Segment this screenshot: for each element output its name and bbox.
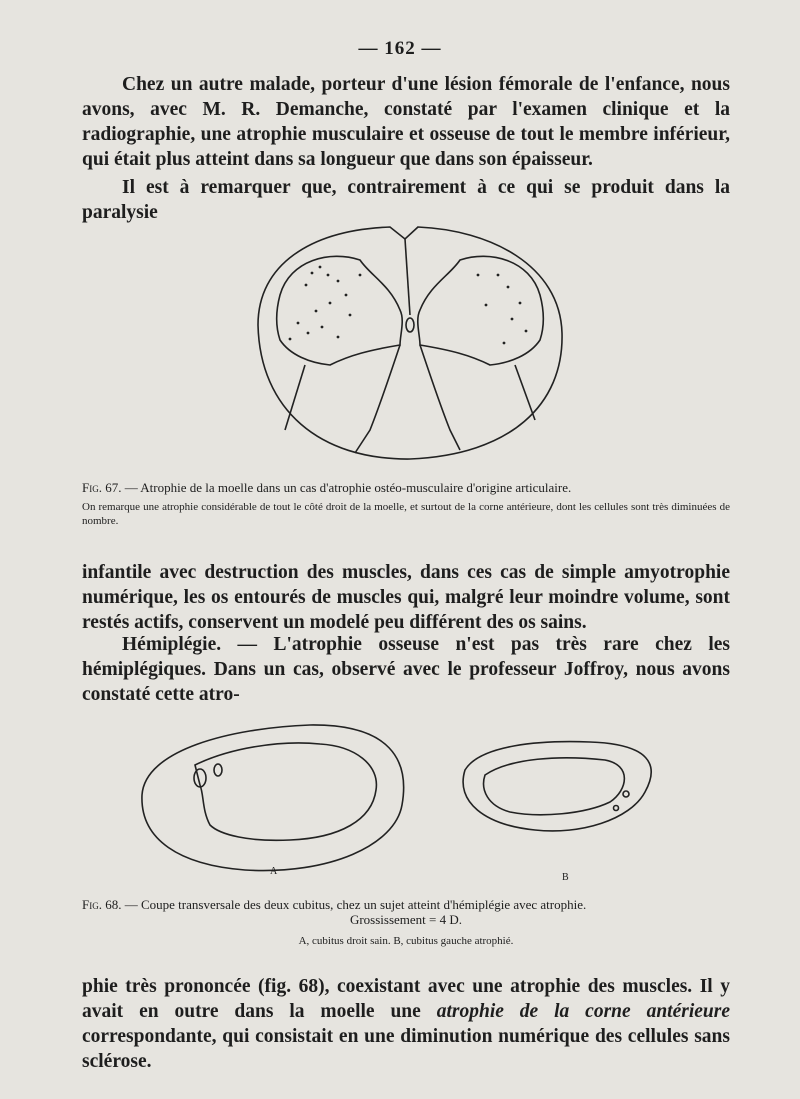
paragraph-5: phie très prononcée (fig. 68), coexistant avec une atrophie des muscles. Il y avait en outre dans la moelle une atrophie de la corne antérieure correspondante, qui consistait en une diminution numérique des cellules sans sclérose. [82, 976, 730, 1072]
figure-68-caption-line2: Grossissement = 4 D. [349, 912, 463, 927]
central-canal [406, 318, 414, 332]
gray-matter-left [277, 256, 403, 365]
fissure-right [420, 345, 460, 450]
paragraph-3: infantile avec destruction des muscles, dans ces cas de simple amyotrophie numérique, les os entourés de muscles qui, malgré leur moindre volume, sont restés actifs, conservent un modelé peu différent des os sains. [82, 562, 730, 633]
italic-phrase: atrophie de la corne antérieure [436, 1001, 730, 1022]
paragraph-2: Il est à remarquer que, contrairement à ce qui se produit dans la paralysie [82, 177, 730, 223]
section-b-inner [484, 758, 625, 815]
posterior-septum [405, 239, 410, 315]
section-a-outer [142, 725, 404, 871]
page-number: — 162 — [358, 38, 442, 59]
paragraph-4: Hémiplégie. — L'atrophie osseuse n'est pas très rare chez les hémiplégiques. Dans un cas, observé avec le professeur Joffroy, nous avons constaté cette atro- [82, 634, 730, 705]
figure-68-cubitus-sections [140, 710, 700, 885]
section-a-inner [195, 743, 376, 840]
root-line-left [285, 365, 305, 430]
figure-67-note: On remarque une atrophie considérable de tout le côté droit de la moelle, et surtout de la corne antérieure, dont les cellules sont très diminuées de nombre. [82, 501, 730, 527]
cord-outline [258, 227, 562, 459]
gray-matter-right [418, 256, 544, 365]
figure-67-caption: Fig. 67. — Atrophie de la moelle dans un cas d'atrophie ostéo-musculaire d'origine articulaire. [82, 480, 572, 495]
figure-68-label-a: A [270, 866, 278, 877]
figure-68-label-b: B [562, 872, 569, 883]
figure-67-spinal-cord [250, 215, 570, 470]
fissure-left [355, 345, 400, 453]
figure-68-note: A, cubitus droit sain. B, cubitus gauche atrophié. [298, 935, 514, 947]
root-line-right [515, 365, 535, 420]
figure-68-caption: Fig. 68. — Coupe transversale des deux cubitus, chez un sujet atteint d'hémiplégie avec atrophie. [82, 897, 587, 912]
paragraph-1: Chez un autre malade, porteur d'une lésion fémorale de l'enfance, nous avons, avec M. R. Demanche, constaté par l'examen clinique et la radiographie, une atrophie musculaire et osseuse de tout le membre inférieur, qui était plus atteint dans sa longueur que dans son épaisseur. [82, 74, 730, 170]
section-heading-hemiplegie: Hémiplégie. [122, 634, 222, 655]
